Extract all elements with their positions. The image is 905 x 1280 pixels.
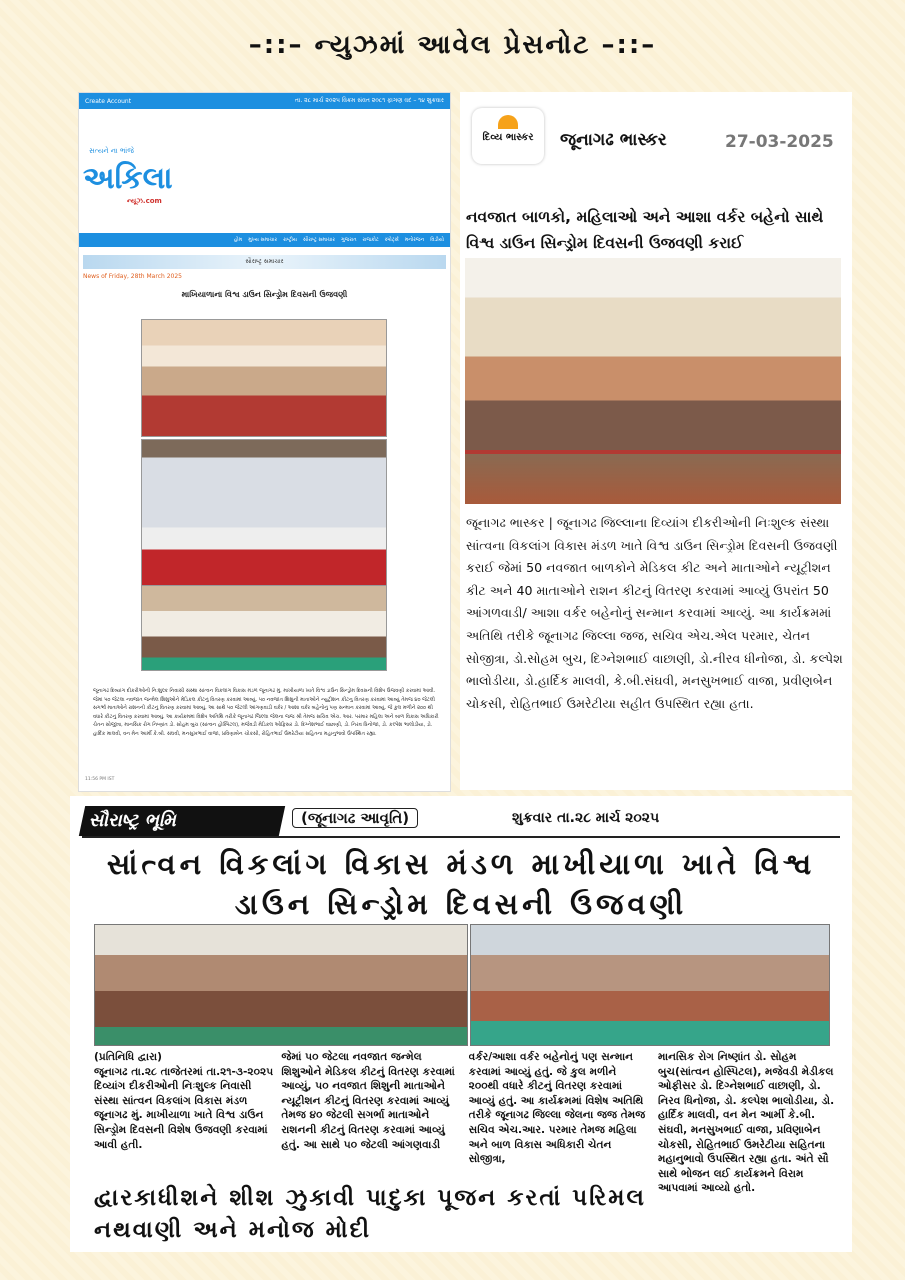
bhoomi-column-1 [94, 1050, 273, 1200]
bhaskar-headline: નવજાત બાળકો, મહિલાઓ અને આશા વર્કર બહેનો સાથે વિશ્વ ડાઉન સિન્ડ્રોમ દિવસની ઉજવણી કરાઈ [466, 208, 824, 252]
akila-nav-item[interactable]: મનોરંજન [404, 237, 425, 243]
bhoomi-column-3: વર્કર/આશા વર્કર બહેનોનું પણ સન્માન કરવામાં આવ્યું હતું. જે કુલ મળીને ૨૦૦થી વધારે કીટનું વિતરણ કરવામાં આવ્યું હતું. આ કાર્યક્રમમાં વિશેષ અતિથિ તરીકે જૂનાગઢ જિલ્લા જેલના જજ તેમજ સચિવ એચ.આર. પરમાર તેમજ મહિલા અને બાળ વિકાસ અધિકારી ચેતન સોજીત્રા, [468, 1051, 646, 1166]
akila-logo[interactable]: અકિલા [83, 161, 173, 196]
bhaskar-photo-audience [465, 454, 841, 504]
akila-topbar [79, 93, 450, 109]
akila-news-date: News of Friday, 28th March 2025 [83, 273, 182, 280]
akila-nav-item[interactable]: રાજકોટ [362, 237, 379, 243]
page-heading: –::– ન્યુઝમાં આવેલ પ્રેસનોટ –::– [248, 30, 657, 60]
akila-nav [79, 233, 450, 247]
bhoomi-clipping [70, 796, 852, 1252]
create-account-link[interactable]: Create Account [85, 97, 132, 105]
bhoomi-next-headline: દ્વારકાધીશને શીશ ઝુકાવી પાદુકા પૂજન કરતાં પરિમલ નથવાણી અને મનોજ મોદી [94, 1182, 656, 1246]
bhaskar-logo-text: દિવ્ય ભાસ્કર [482, 132, 534, 143]
akila-section-banner: સૌરાષ્ટ્ર સમાચાર [83, 255, 446, 269]
akila-photo-kits [141, 439, 387, 587]
akila-nav-item[interactable]: મુખ્ય સમાચાર [248, 237, 278, 243]
akila-logo-area [79, 109, 450, 229]
bhaskar-body: જૂનાગઢ ભાસ્કર | જૂનાગઢ જિલ્લાના દિવ્યાંગ દીકરીઓની નિઃશુલ્ક સંસ્થા સાંત્વના વિકલાંગ વિકાસ મંડળ ખાતે વિશ્વ ડાઉન સિન્ડ્રોમ દિવસની ઉજવણી કરાઈ જેમાં 50 નવજાત બાળકોને મેડિકલ કીટ અને માતાઓને ન્યૂટ્રીશન કીટ અને 40 માતાઓને રાશન કીટનું વિતરણ કરવામાં આવ્યું ઉપરાંત 50 આંગળવાડી/ આશા વર્કર બહેનોનું સન્માન કરવામાં આવ્યું. આ કાર્યક્રમમાં અતિથિ તરીકે જૂનાગઢ જિલ્લા જજ, સચિવ એચ.એલ પરમાર, ચેતન સોજીત્રા, ડો.સોહમ બુચ, દિગ્નેશભાઈ વાછાણી, ડો.નીરવ ધીનોજા, ડો. કલ્પેશ ભાલોડીયા, ડો.હાર્દિક માલવી, કે.બી.સંઘવી, મનસુખભાઈ વાજા, પ્રવીણબેન ચોકસી, રોહિતભાઈ ઉમરેટીયા સહીત ઉપસ્થિત રહ્યા હતા. [466, 515, 843, 711]
bhoomi-column-1-text: જૂનાગઢ તા.૨૮ તાજેતરમાં તા.૨૧-૩-૨૦૨૫ દિવ્યાંગ દીકરીઓની નિઃશુલ્ક નિવાસી સંસ્થા સાંત્વન વિકલાંગ વિકાસ મંડળ જૂનાગઢ મું. માખીયાળા ખાતે વિશ્વ ડાઉન સિન્ડ્રોમ દિવસની વિશેષ ઉજવણી કરવામાં આવી હતી. [94, 1065, 274, 1151]
akila-timestamp: 11:56 PM IST [85, 777, 115, 782]
akila-nav-item[interactable]: વિડીયો [430, 237, 444, 243]
akila-photo-kit-distribution [141, 319, 387, 437]
bhoomi-logo: સૌરાષ્ટ્ર ભૂમિ [79, 806, 285, 836]
bhoomi-byline: (પ્રતિનિધિ દ્વારા) [94, 1051, 162, 1063]
bhaskar-clipping [460, 92, 852, 790]
bhoomi-masthead [82, 804, 840, 838]
akila-topbar-date: તા. ૨૮ માર્ચ ૨૦૨૫ વિક્રમ સંવત ૨૦૮૧ ફાગણ વદ – ૧૪ શુક્રવાર [294, 97, 444, 104]
bhoomi-column-4: માનસિક રોગ નિષ્ણાંત ડો. સોહમ બુચ(સાંત્વન હોસ્પિટલ), મજેવડી મેડીકલ ઓફીસર ડો. દિગ્નેશભાઈ વાછાણી, ડો. નિરવ ધિનોજા, ડો. કલ્પેશ ભાલોડીયા, ડો. હાર્દિક માલવી, વન મેન આર્મી કે.બી. સંઘવી, મનસુખભાઈ વાજા, પ્રવિણાબેન ચોકસી, રોહિતભાઈ ઉમરેટીયા સહિતના મહાનુભાવો ઉપસ્થિત રહ્યા હતા. અંતે સૌ સાથે ભોજન લઈ કાર્યક્રમને વિરામ આપવામાં આવ્યો હતો. [658, 1051, 835, 1195]
bhoomi-photo-mothers [470, 924, 830, 1046]
akila-photo-group [141, 585, 387, 671]
akila-nav-item[interactable]: ગુજરાત [341, 237, 357, 243]
akila-headline: માખિયાળાના વિશ્વ ડાઉન સિન્ડ્રોમ દિવસની ઉજવણી [181, 290, 348, 299]
akila-caption: જૂનાગઢ દિવ્યાંગ દીકરીઓની નિઃશુલ્ક નિવાસી સંસ્થા સાંત્વન વિકલાંગ વિકાસ મંડળ જૂનાગઢ મું. માખીયાળા ખાતે વિશ્વ ડાઉન સિન્ડ્રોમ દિવસની વિશેષ ઉજવણી કરવામાં આવી. જેમાં ૫૦ જેટલા નવજાત જન્મેલ શિશુઓને મેડિકલ કીટનું વિતરણ કરવામાં આવ્યું. ૫૦ નવજાત શિશુની માતાઓને ન્યુટ્રીશન કીટનુ વિતરણ કરવામાં આવ્યું તેમજ ૪૦ જેટલી સગર્ભા માતાઓને રાશનની કીટનું વિતરણ કરવામાં આવ્યું. આ સાથે ૫૦ જેટલી આંગણવાડી વર્કર / આશા વર્કર બહેનોનું પણ સન્માન કરવામાં આવ્યું. જે કુલ મળીને ૨૦૦ થી વધારે કીટનું વિતરણ કરવામાં આવ્યું. આ કાર્યક્રમમાં વિશેષ અતિથિ તરીકે જૂનાગઢ જિલ્લા જેલના જજ શ્રી તેમજ સચિવ એચ. આર. પરમાર મહિલા અને બાળ વિકાસ અધિકારી ચેતન સોજીત્રા, માનસિક રોગ નિષ્ણાંત ડો. સોહમ બુચ (સાંત્વન હોસ્પિટલ), મજેવડી મેડિકલ ઓફિસર ડો. દિગ્નેશભાઈ વાછાણી, ડો. નિરવ ધિનોજા, ડો. કલ્પેશ ભાલોડીયા, ડો. હાર્દિક માલવી, વન મેન આર્મી કે.બી. સંઘવી, મનસુખભાઈ વાજા, પ્રવિણાબેન ચોકસી, રોહિતભાઈ ઉમરેટીયા સહિતના મહાનુભાવો ઉપસ્થિત રહ્યા. [93, 688, 439, 737]
akila-tagline: સત્યને ના ભાંજે [89, 147, 134, 155]
bhoomi-photo-guests [94, 924, 468, 1046]
akila-nav-item[interactable]: સૌરાષ્ટ્ર સમાચાર [303, 237, 335, 243]
bhoomi-column-2: જેમાં ૫૦ જેટલા નવજાત જન્મેલ શિશુઓને મેડિકલ કીટનું વિતરણ કરવામાં આવ્યું, ૫૦ નવજાત શિશુની માતાઓને ન્યૂટ્રીશન કીટનું વિતરણ કરવામાં આવ્યું તેમજ ૪૦ જેટલી સગર્ભા માતાઓને રાશનની કીટનું વિતરણ કરવામાં આવ્યું હતું. આ સાથે ૫૦ જેટલી આંગણવાડી [281, 1051, 455, 1151]
bhoomi-headline: સાંત્વન વિકલાંગ વિકાસ મંડળ માખીયાળા ખાતે વિશ્વ ડાઉન સિન્ડ્રોમ દિવસની ઉજવણી [106, 847, 816, 921]
akila-nav-item[interactable]: હોમ [233, 237, 243, 243]
akila-clipping [78, 92, 451, 792]
akila-nav-item[interactable]: સ્પોર્ટ્સ [384, 237, 399, 243]
divya-bhaskar-logo [472, 108, 544, 164]
bhaskar-edition: જૂનાગઢ ભાસ્કર [560, 130, 667, 150]
bhoomi-edition: (જૂનાગઢ આવૃતિ) [292, 808, 418, 828]
akila-nav-item[interactable]: રાષ્ટ્રીય [283, 237, 298, 243]
bhoomi-date: શુક્રવાર તા.૨૮ માર્ચ ૨૦૨૫ [512, 810, 660, 826]
sun-icon [498, 115, 518, 129]
akila-logo-sub: ન્યૂઝ.com [127, 197, 162, 205]
bhaskar-date: 27-03-2025 [725, 132, 834, 152]
